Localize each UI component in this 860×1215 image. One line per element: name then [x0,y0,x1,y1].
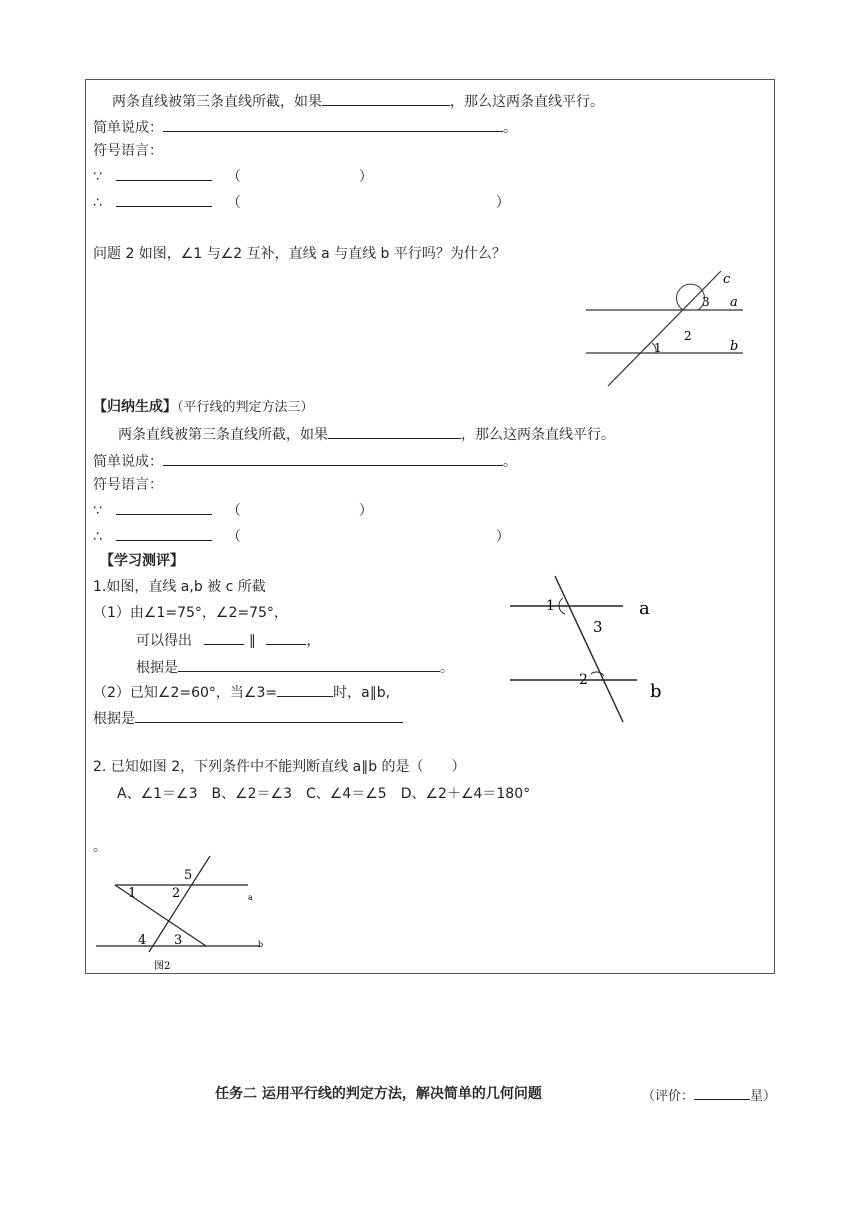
statement-text-end: ，那么这两条直线平行。 [450,94,604,110]
blank-condition[interactable] [322,91,450,106]
figure-2 [90,852,275,974]
angle-5-label: 5 [184,868,193,883]
problem-1-reason-line-2 [93,708,403,728]
angle-2-label: 2 [172,886,181,901]
reason-label: 根据是 [136,660,178,676]
problem-1-title: 1.如图，直线 a,b 被 c 所截 [93,579,266,595]
statement-text: 两条直线被第三条直线所截，如果 [118,427,328,443]
short-form-line-2 [93,451,517,471]
evaluation-unit: 星） [750,1089,777,1104]
therefore-symbol: ∴ [93,529,102,545]
label-b: b [730,339,739,354]
problem-2-title: 2. 已知如图 2，下列条件中不能判断直线 a∥b 的是（ ） [93,759,466,775]
angle-1-label: 1 [654,341,662,355]
blank-therefore-2[interactable] [116,526,212,541]
blank-reason-1[interactable] [178,657,440,672]
problem-1-part-2 [93,682,390,702]
problem-1-reason-line [136,657,454,677]
figure-q2 [578,266,748,392]
short-form-label: 简单说成： [93,120,163,136]
symbol-language-label-2: 符号语言： [93,477,163,493]
blank-because[interactable] [116,166,212,181]
because-symbol: ∵ [93,169,102,185]
test-heading: 【学习测评】 [100,553,184,569]
label-a: a [730,295,738,310]
paren-open: （ [226,503,241,519]
angle-3-label: 3 [702,295,710,309]
blank-line-2[interactable] [266,630,306,645]
therefore-symbol: ∴ [93,195,102,211]
summary-heading-bold: 【归纳生成】 [93,399,177,415]
summary-heading [93,398,314,417]
period: 。 [503,120,517,136]
problem-1-part-1: （1）由∠1=75°，∠2=75°， [93,605,288,621]
because-symbol: ∵ [93,503,102,519]
angle-3-label: 3 [174,933,183,948]
part-2-text-end: 时，a∥b, [333,685,391,701]
line-a-label: a [639,598,650,619]
problem-2-options: A、∠1＝∠3 B、∠2＝∠3 C、∠4＝∠5 D、∠2＋∠4＝180° [117,786,531,802]
line-b-label: b [650,681,662,702]
blank-reason-2[interactable] [135,708,403,723]
angle-4-label: 4 [138,933,147,948]
conclusion-label: 可以得出 [136,633,192,649]
line-a-label: a [248,893,253,902]
paren-close: ） [358,169,373,185]
therefore-line-2 [93,526,510,546]
evaluation-label: （评价： [642,1089,695,1104]
angle-2-label: 2 [579,672,588,688]
blank-line-1[interactable] [204,630,244,645]
because-line [93,166,373,186]
label-c: c [723,272,731,287]
paren-close: ） [495,195,510,211]
part-2-text: （2）已知∠2=60°，当∠3= [93,685,278,701]
statement-line-2 [118,424,615,444]
reason-label: 根据是 [93,711,135,727]
parallel-symbol: ∥ [248,633,256,649]
blank-condition-2[interactable] [328,424,461,439]
comma: ， [306,633,321,649]
problem-1-conclusion-line [136,630,320,650]
statement-text: 两条直线被第三条直线所截，如果 [112,94,322,110]
evaluation [642,1085,776,1106]
blank-short-form[interactable] [163,117,503,132]
statement-text-end: ，那么这两条直线平行。 [461,427,615,443]
angle-3-label: 3 [593,618,603,636]
figure-2-caption: 图2 [154,961,171,972]
line-b-label: b [258,940,264,949]
blank-therefore[interactable] [116,192,212,207]
paren-open: （ [226,195,241,211]
because-line-2 [93,500,373,520]
blank-stars[interactable] [694,1085,750,1100]
statement-line [112,91,604,111]
period: 。 [440,660,454,676]
blank-angle-3[interactable] [277,682,333,697]
short-form-label: 简单说成： [93,454,163,470]
short-form-line [93,117,517,137]
paren-close: ） [495,529,510,545]
paren-open: （ [226,529,241,545]
task-2-title: 任务二 运用平行线的判定方法，解决简单的几何问题 [215,1086,542,1102]
blank-because-2[interactable] [116,500,212,515]
paren-open: （ [226,169,241,185]
question-2-text: 问题 2 如图，∠1 与∠2 互补，直线 a 与直线 b 平行吗？为什么？ [93,246,506,262]
angle-1-label: 1 [546,598,555,614]
blank-short-form-2[interactable] [163,451,503,466]
figure-problem-1 [505,572,675,724]
stray-period: 。 [93,839,107,855]
therefore-line [93,192,510,212]
period: 。 [503,454,517,470]
symbol-language-label: 符号语言： [93,143,163,159]
paren-close: ） [358,503,373,519]
angle-1-label: 1 [128,886,137,901]
angle-2-label: 2 [684,329,692,343]
summary-heading-note: （平行线的判定方法三） [177,400,314,415]
